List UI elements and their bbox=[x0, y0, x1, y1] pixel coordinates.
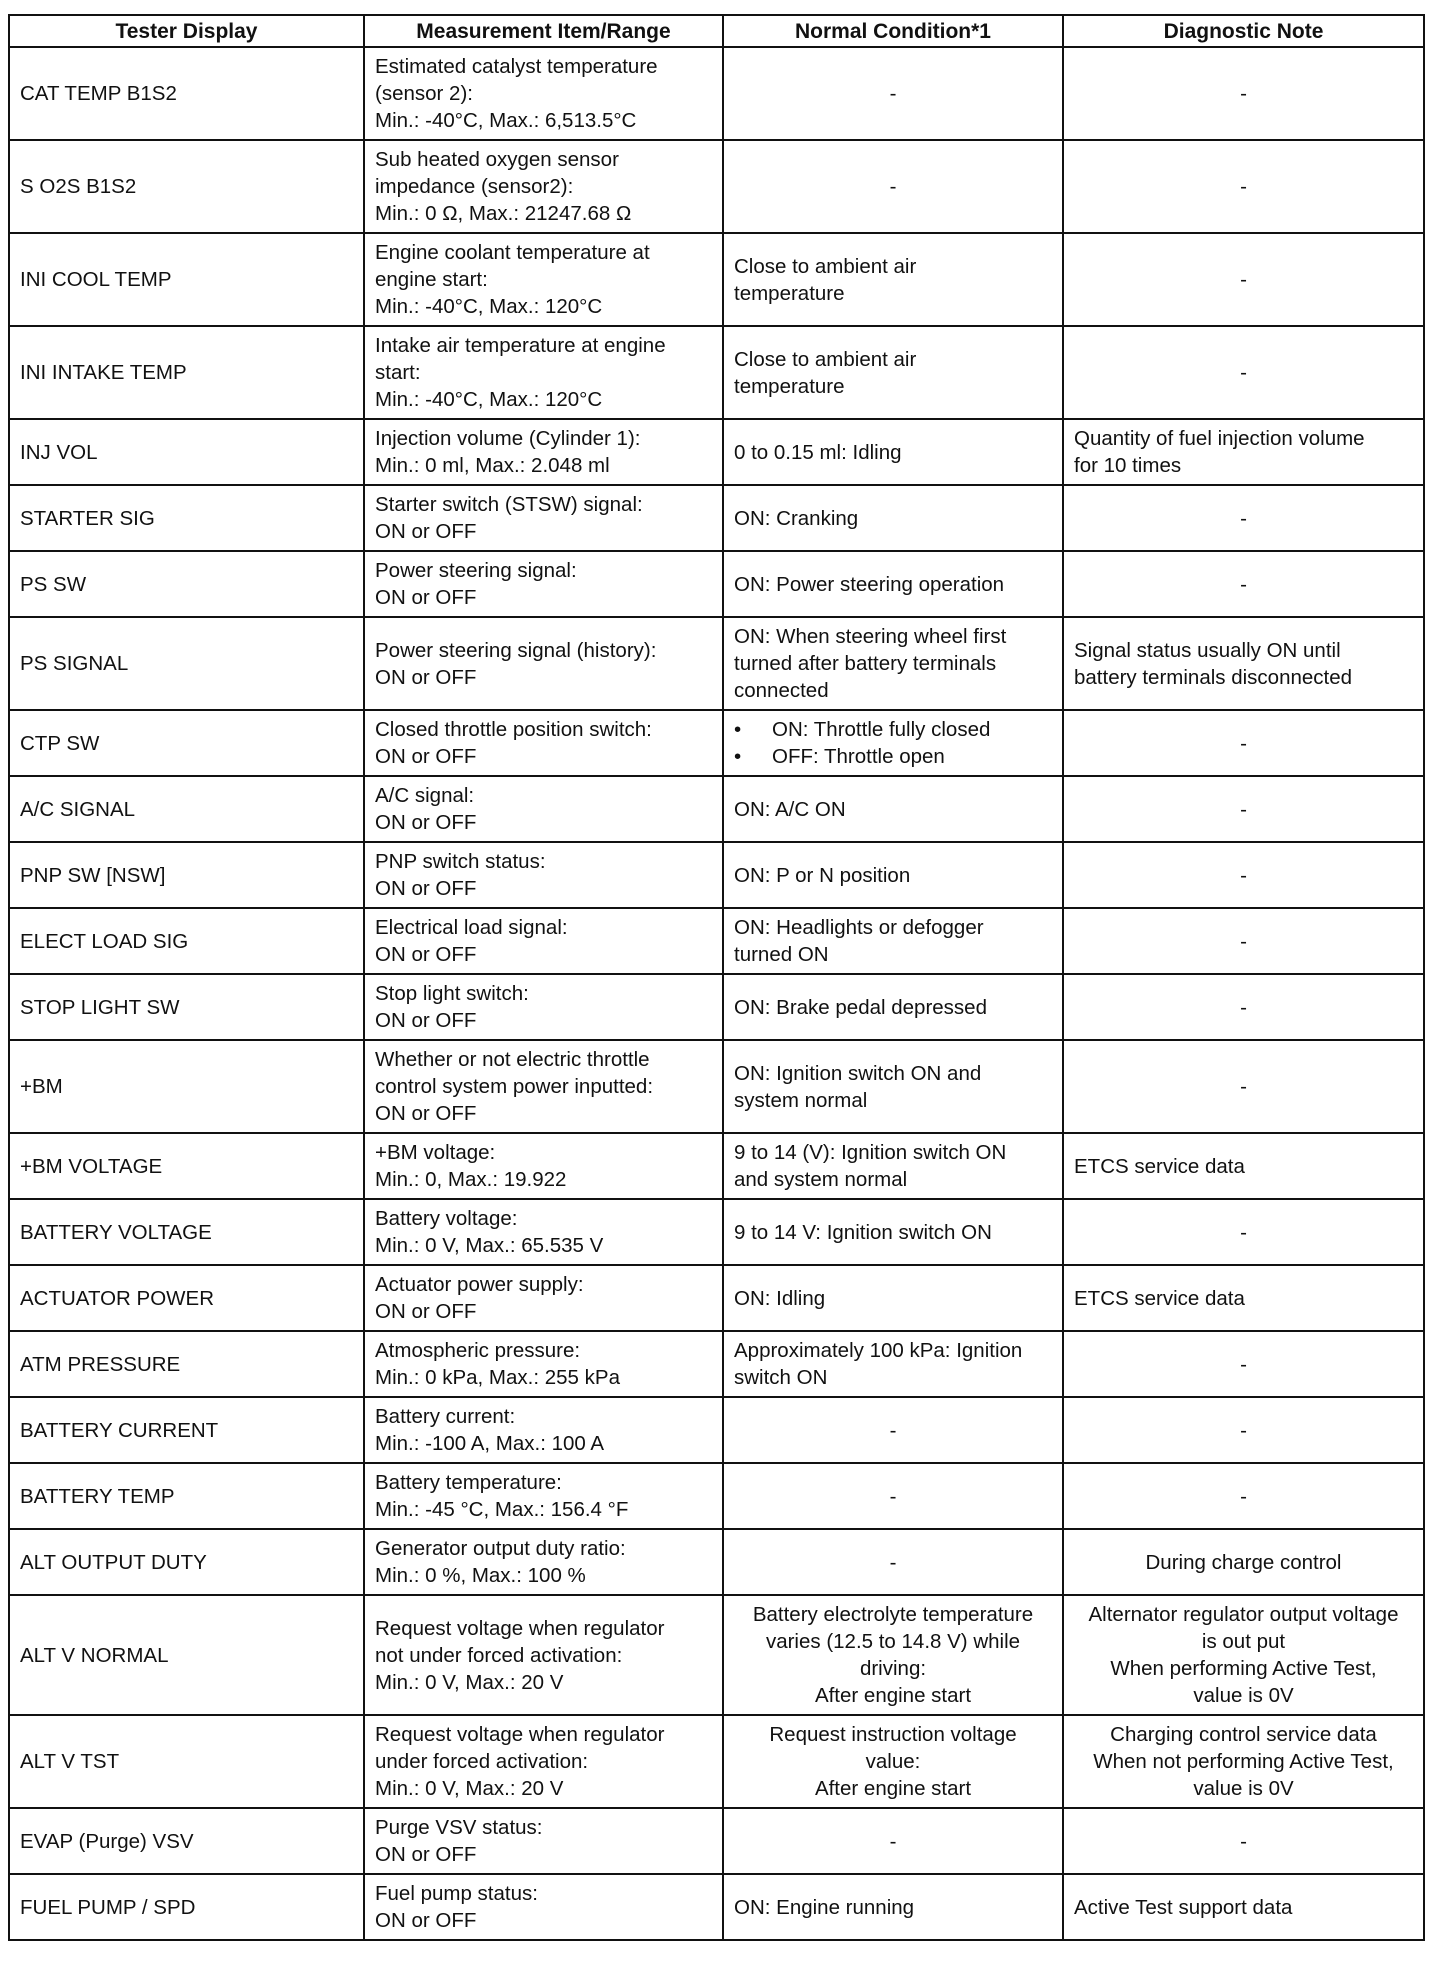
measurement-line: Min.: 0 V, Max.: 65.535 V bbox=[375, 1234, 604, 1257]
tester-display-cell: STARTER SIG bbox=[9, 485, 364, 551]
measurement-line: Starter switch (STSW) signal: bbox=[375, 493, 643, 516]
tester-display-cell: PNP SW [NSW] bbox=[9, 842, 364, 908]
diagnostic-note-cell bbox=[1063, 710, 1424, 776]
table-row bbox=[9, 1715, 1424, 1808]
diagnostic-note-line: - bbox=[1240, 1075, 1247, 1098]
measurement-cell bbox=[364, 140, 723, 233]
table-row bbox=[9, 1874, 1424, 1940]
tester-display-cell: INI COOL TEMP bbox=[9, 233, 364, 326]
normal-condition-line: Request instruction voltage bbox=[769, 1723, 1017, 1746]
table-row bbox=[9, 1595, 1424, 1715]
diagnostic-note-line: ETCS service data bbox=[1074, 1286, 1245, 1310]
tester-display-cell: PS SW bbox=[9, 551, 364, 617]
normal-condition-line: value: bbox=[865, 1750, 921, 1773]
diagnostic-note-line: value is 0V bbox=[1193, 1684, 1294, 1707]
measurement-line: Atmospheric pressure: bbox=[375, 1339, 581, 1362]
measurement-cell bbox=[364, 1331, 723, 1397]
measurement-cell bbox=[364, 485, 723, 551]
measurement-line: start: bbox=[375, 361, 421, 384]
tester-display-cell: +BM bbox=[9, 1040, 364, 1133]
measurement-line: Actuator power supply: bbox=[375, 1273, 584, 1296]
table-row bbox=[9, 617, 1424, 710]
tester-display-cell: A/C SIGNAL bbox=[9, 776, 364, 842]
normal-condition-line: 9 to 14 (V): Ignition switch ON bbox=[734, 1141, 1007, 1164]
normal-condition-cell bbox=[723, 233, 1063, 326]
measurement-line: control system power inputted: bbox=[375, 1075, 654, 1098]
table-row bbox=[9, 1133, 1424, 1199]
diagnostic-note-line: - bbox=[1240, 929, 1247, 953]
measurement-line: Min.: 0 Ω, Max.: 21247.68 Ω bbox=[375, 202, 632, 225]
normal-condition-line: - bbox=[889, 1418, 897, 1442]
diagnostic-note-cell bbox=[1063, 551, 1424, 617]
measurement-line: Min.: 0 kPa, Max.: 255 kPa bbox=[375, 1366, 620, 1389]
normal-condition-cell bbox=[723, 140, 1063, 233]
diagnostic-note-cell bbox=[1063, 1808, 1424, 1874]
measurement-line: Power steering signal (history): bbox=[375, 638, 657, 662]
normal-condition-cell bbox=[723, 485, 1063, 551]
measurement-line: ON or OFF bbox=[375, 586, 477, 609]
measurement-cell bbox=[364, 974, 723, 1040]
diagnostic-note-cell bbox=[1063, 1529, 1424, 1595]
normal-condition-cell bbox=[723, 1040, 1063, 1133]
diagnostic-note-cell bbox=[1063, 233, 1424, 326]
table-row bbox=[9, 776, 1424, 842]
measurement-cell bbox=[364, 1265, 723, 1331]
measurement-cell bbox=[364, 551, 723, 617]
table-header-row bbox=[9, 15, 1424, 47]
diagnostic-note-line: - bbox=[1240, 1418, 1247, 1442]
measurement-cell bbox=[364, 233, 723, 326]
diagnostic-note-cell bbox=[1063, 1265, 1424, 1331]
measurement-line: PNP switch status: bbox=[375, 850, 546, 873]
tester-display-cell: S O2S B1S2 bbox=[9, 140, 364, 233]
tester-display-cell: ALT V TST bbox=[9, 1715, 364, 1808]
measurement-cell bbox=[364, 1595, 723, 1715]
measurement-line: Sub heated oxygen sensor bbox=[375, 148, 619, 171]
normal-condition-cell bbox=[723, 908, 1063, 974]
header-tester-display: Tester Display bbox=[9, 15, 364, 47]
table-row bbox=[9, 842, 1424, 908]
normal-condition-line: - bbox=[889, 1829, 897, 1853]
measurement-cell bbox=[364, 776, 723, 842]
measurement-line: Stop light switch: bbox=[375, 982, 529, 1005]
normal-condition-line: Close to ambient air bbox=[734, 254, 917, 278]
diagnostic-note-line: Active Test support data bbox=[1074, 1895, 1293, 1919]
diagnostic-note-cell bbox=[1063, 776, 1424, 842]
measurement-line: ON or OFF bbox=[375, 1009, 477, 1032]
table-row bbox=[9, 1808, 1424, 1874]
measurement-line: Min.: 0 ml, Max.: 2.048 ml bbox=[375, 454, 610, 477]
tester-display-cell: ELECT LOAD SIG bbox=[9, 908, 364, 974]
measurement-line: Min.: -40°C, Max.: 6,513.5°C bbox=[375, 109, 637, 132]
normal-condition-line: ON: Headlights or defogger bbox=[734, 916, 984, 939]
table-row bbox=[9, 1529, 1424, 1595]
normal-condition-line: driving: bbox=[859, 1657, 927, 1680]
normal-condition-line: ON: Ignition switch ON and bbox=[734, 1061, 982, 1085]
measurement-line: Fuel pump status: bbox=[375, 1882, 538, 1905]
diagnostic-note-cell bbox=[1063, 326, 1424, 419]
normal-condition-line: After engine start bbox=[814, 1684, 972, 1707]
diagnostic-note-line: When not performing Active Test, bbox=[1093, 1750, 1394, 1773]
normal-condition-cell bbox=[723, 1715, 1063, 1808]
normal-condition-cell bbox=[723, 617, 1063, 710]
measurement-line: Min.: -45 °C, Max.: 156.4 °F bbox=[375, 1498, 629, 1521]
diagnostic-note-line: Alternator regulator output voltage bbox=[1088, 1603, 1399, 1626]
normal-condition-line: Close to ambient air bbox=[734, 347, 917, 371]
diagnostic-note-cell bbox=[1063, 1397, 1424, 1463]
diagnostic-note-line: - bbox=[1240, 863, 1247, 887]
measurement-cell bbox=[364, 1808, 723, 1874]
table-row bbox=[9, 1397, 1424, 1463]
measurement-line: A/C signal: bbox=[375, 784, 475, 807]
measurement-cell bbox=[364, 1397, 723, 1463]
normal-condition-cell bbox=[723, 419, 1063, 485]
diagnostic-note-line: - bbox=[1240, 995, 1247, 1019]
table-row bbox=[9, 419, 1424, 485]
normal-condition-line: After engine start bbox=[814, 1777, 972, 1800]
tester-display-cell: STOP LIGHT SW bbox=[9, 974, 364, 1040]
normal-condition-bullet-list bbox=[734, 716, 1052, 770]
diagnostic-note-line: - bbox=[1240, 82, 1247, 105]
measurement-cell bbox=[364, 1874, 723, 1940]
table-row bbox=[9, 47, 1424, 140]
measurement-line: Purge VSV status: bbox=[375, 1816, 543, 1839]
normal-condition-line: ON: A/C ON bbox=[734, 797, 846, 821]
measurement-cell bbox=[364, 419, 723, 485]
table-row bbox=[9, 1463, 1424, 1529]
normal-condition-cell bbox=[723, 1595, 1063, 1715]
normal-condition-cell bbox=[723, 1199, 1063, 1265]
normal-condition-line: 0 to 0.15 ml: Idling bbox=[734, 440, 902, 464]
diagnostic-note-line: - bbox=[1240, 1484, 1247, 1508]
normal-condition-cell bbox=[723, 1463, 1063, 1529]
measurement-cell bbox=[364, 47, 723, 140]
diagnostic-note-line: - bbox=[1240, 1352, 1247, 1376]
measurement-line: Injection volume (Cylinder 1): bbox=[375, 427, 641, 450]
diagnostic-note-line: - bbox=[1240, 506, 1247, 530]
measurement-line: Intake air temperature at engine bbox=[375, 334, 666, 357]
diagnostic-note-line: When performing Active Test, bbox=[1110, 1657, 1377, 1680]
measurement-line: (sensor 2): bbox=[375, 82, 473, 105]
tester-display-cell: BATTERY TEMP bbox=[9, 1463, 364, 1529]
diagnostic-note-line: battery terminals disconnected bbox=[1074, 665, 1353, 689]
normal-condition-line: ON: Power steering operation bbox=[734, 572, 1005, 596]
measurement-line: not under forced activation: bbox=[375, 1643, 623, 1667]
normal-condition-cell bbox=[723, 1133, 1063, 1199]
diagnostic-note-line: ETCS service data bbox=[1074, 1154, 1245, 1178]
measurement-line: ON or OFF bbox=[375, 520, 477, 543]
diagnostic-note-line: - bbox=[1240, 1829, 1247, 1853]
table-row bbox=[9, 1199, 1424, 1265]
table-row bbox=[9, 485, 1424, 551]
normal-condition-line: Battery electrolyte temperature bbox=[752, 1603, 1034, 1626]
measurement-line: ON or OFF bbox=[375, 877, 477, 900]
header-diagnostic-note: Diagnostic Note bbox=[1063, 15, 1424, 47]
normal-condition-line: ON: Brake pedal depressed bbox=[734, 995, 987, 1019]
table-row bbox=[9, 551, 1424, 617]
measurement-cell bbox=[364, 326, 723, 419]
normal-condition-line: turned after battery terminals bbox=[734, 652, 997, 675]
table-row bbox=[9, 908, 1424, 974]
normal-condition-line: ON: P or N position bbox=[734, 863, 911, 887]
diagnostic-note-cell bbox=[1063, 617, 1424, 710]
measurement-line: engine start: bbox=[375, 268, 488, 291]
measurement-cell bbox=[364, 908, 723, 974]
diagnostic-note-cell bbox=[1063, 1040, 1424, 1133]
measurement-line: Estimated catalyst temperature bbox=[375, 55, 658, 78]
normal-condition-line: varies (12.5 to 14.8 V) while bbox=[765, 1630, 1021, 1653]
normal-condition-line: system normal bbox=[734, 1088, 868, 1112]
measurement-cell bbox=[364, 1529, 723, 1595]
table-row bbox=[9, 1040, 1424, 1133]
tester-display-cell: PS SIGNAL bbox=[9, 617, 364, 710]
measurement-line: +BM voltage: bbox=[375, 1141, 496, 1164]
diagnostic-note-cell bbox=[1063, 47, 1424, 140]
diagnostic-note-cell bbox=[1063, 140, 1424, 233]
diagnostic-note-cell bbox=[1063, 1595, 1424, 1715]
diagnostic-note-cell bbox=[1063, 1133, 1424, 1199]
diagnostic-note-cell bbox=[1063, 1331, 1424, 1397]
diagnostic-note-line: - bbox=[1240, 361, 1247, 384]
tester-display-cell: +BM VOLTAGE bbox=[9, 1133, 364, 1199]
measurement-cell bbox=[364, 1463, 723, 1529]
normal-condition-cell bbox=[723, 1265, 1063, 1331]
measurement-line: under forced activation: bbox=[375, 1750, 589, 1773]
normal-condition-bullet-item: • ON: Throttle fully closed bbox=[734, 716, 1052, 743]
table-row bbox=[9, 1331, 1424, 1397]
table-row bbox=[9, 140, 1424, 233]
measurement-line: Battery current: bbox=[375, 1405, 516, 1428]
normal-condition-line: Approximately 100 kPa: Ignition bbox=[734, 1339, 1023, 1362]
measurement-line: Battery temperature: bbox=[375, 1471, 562, 1494]
diagnostic-data-table bbox=[8, 14, 1425, 1941]
measurement-line: Min.: 0, Max.: 19.922 bbox=[375, 1168, 567, 1191]
normal-condition-cell bbox=[723, 974, 1063, 1040]
normal-condition-cell bbox=[723, 842, 1063, 908]
measurement-cell bbox=[364, 1715, 723, 1808]
normal-condition-cell bbox=[723, 326, 1063, 419]
tester-display-cell: ALT V NORMAL bbox=[9, 1595, 364, 1715]
normal-condition-line: - bbox=[889, 1484, 897, 1508]
diagnostic-note-cell bbox=[1063, 1874, 1424, 1940]
measurement-line: ON or OFF bbox=[375, 1300, 477, 1323]
diagnostic-note-cell bbox=[1063, 908, 1424, 974]
measurement-line: Min.: -40°C, Max.: 120°C bbox=[375, 295, 603, 318]
normal-condition-line: ON: Engine running bbox=[734, 1895, 915, 1919]
diagnostic-note-cell bbox=[1063, 485, 1424, 551]
normal-condition-cell bbox=[723, 1331, 1063, 1397]
diagnostic-note-line: Charging control service data bbox=[1110, 1723, 1377, 1746]
diagnostic-note-line: - bbox=[1240, 731, 1247, 755]
normal-condition-line: temperature bbox=[734, 374, 845, 398]
measurement-line: ON or OFF bbox=[375, 1843, 477, 1866]
measurement-line: Min.: 0 V, Max.: 20 V bbox=[375, 1777, 564, 1800]
diagnostic-note-line: - bbox=[1240, 797, 1247, 821]
measurement-line: Min.: 0 %, Max.: 100 % bbox=[375, 1564, 586, 1587]
diagnostic-note-cell bbox=[1063, 1199, 1424, 1265]
normal-condition-line: - bbox=[889, 82, 897, 105]
normal-condition-line: temperature bbox=[734, 281, 845, 305]
normal-condition-cell bbox=[723, 47, 1063, 140]
measurement-line: Request voltage when regulator bbox=[375, 1616, 665, 1640]
normal-condition-cell bbox=[723, 1874, 1063, 1940]
diagnostic-note-cell bbox=[1063, 1715, 1424, 1808]
tester-display-cell: BATTERY VOLTAGE bbox=[9, 1199, 364, 1265]
measurement-line: Request voltage when regulator bbox=[375, 1723, 665, 1746]
tester-display-cell: ALT OUTPUT DUTY bbox=[9, 1529, 364, 1595]
measurement-line: impedance (sensor2): bbox=[375, 175, 574, 198]
header-normal-condition: Normal Condition*1 bbox=[723, 15, 1063, 47]
measurement-line: Power steering signal: bbox=[375, 559, 577, 582]
measurement-line: Engine coolant temperature at bbox=[375, 241, 650, 264]
measurement-line: Battery voltage: bbox=[375, 1207, 518, 1230]
diagnostic-note-line: - bbox=[1240, 175, 1247, 198]
normal-condition-cell bbox=[723, 710, 1063, 776]
normal-condition-cell bbox=[723, 551, 1063, 617]
normal-condition-line: - bbox=[889, 1550, 897, 1574]
normal-condition-line: 9 to 14 V: Ignition switch ON bbox=[734, 1220, 992, 1244]
table-body bbox=[9, 47, 1424, 1940]
measurement-line: ON or OFF bbox=[375, 1102, 477, 1125]
tester-display-cell: ATM PRESSURE bbox=[9, 1331, 364, 1397]
diagnostic-note-line: for 10 times bbox=[1074, 454, 1182, 477]
measurement-cell bbox=[364, 710, 723, 776]
diagnostic-note-line: During charge control bbox=[1145, 1550, 1342, 1574]
tester-display-cell: BATTERY CURRENT bbox=[9, 1397, 364, 1463]
normal-condition-line: ON: Cranking bbox=[734, 506, 859, 530]
measurement-line: ON or OFF bbox=[375, 811, 477, 834]
table-row bbox=[9, 974, 1424, 1040]
tester-display-cell: FUEL PUMP / SPD bbox=[9, 1874, 364, 1940]
table-row bbox=[9, 233, 1424, 326]
measurement-cell bbox=[364, 1040, 723, 1133]
measurement-line: ON or OFF bbox=[375, 1909, 477, 1932]
measurement-cell bbox=[364, 617, 723, 710]
measurement-line: Whether or not electric throttle bbox=[375, 1048, 650, 1071]
measurement-line: Closed throttle position switch: bbox=[375, 718, 652, 741]
normal-condition-line: and system normal bbox=[734, 1168, 908, 1191]
normal-condition-cell bbox=[723, 1808, 1063, 1874]
diagnostic-note-cell bbox=[1063, 842, 1424, 908]
measurement-line: Generator output duty ratio: bbox=[375, 1537, 626, 1560]
normal-condition-cell bbox=[723, 776, 1063, 842]
diagnostic-note-cell bbox=[1063, 1463, 1424, 1529]
diagnostic-note-line: - bbox=[1240, 268, 1247, 291]
tester-display-cell: ACTUATOR POWER bbox=[9, 1265, 364, 1331]
measurement-cell bbox=[364, 1133, 723, 1199]
normal-condition-line: turned ON bbox=[734, 943, 829, 966]
tester-display-cell: EVAP (Purge) VSV bbox=[9, 1808, 364, 1874]
normal-condition-line: ON: When steering wheel first bbox=[734, 625, 1007, 648]
diagnostic-note-line: - bbox=[1240, 572, 1247, 596]
normal-condition-line: - bbox=[889, 175, 897, 198]
table-row bbox=[9, 1265, 1424, 1331]
diagnostic-note-line: Quantity of fuel injection volume bbox=[1074, 427, 1365, 450]
table-row bbox=[9, 326, 1424, 419]
diagnostic-note-line: value is 0V bbox=[1193, 1777, 1294, 1800]
measurement-line: Min.: 0 V, Max.: 20 V bbox=[375, 1670, 564, 1694]
measurement-line: Min.: -100 A, Max.: 100 A bbox=[375, 1432, 605, 1455]
measurement-cell bbox=[364, 842, 723, 908]
diagnostic-note-cell bbox=[1063, 419, 1424, 485]
diagnostic-note-line: - bbox=[1240, 1220, 1247, 1244]
normal-condition-line: connected bbox=[734, 679, 829, 702]
tester-display-cell: INJ VOL bbox=[9, 419, 364, 485]
normal-condition-bullet-item: • OFF: Throttle open bbox=[734, 743, 1052, 770]
measurement-line: ON or OFF bbox=[375, 665, 477, 689]
diagnostic-note-line: is out put bbox=[1201, 1630, 1286, 1653]
measurement-line: ON or OFF bbox=[375, 943, 477, 966]
measurement-cell bbox=[364, 1199, 723, 1265]
table-row bbox=[9, 710, 1424, 776]
tester-display-cell: CAT TEMP B1S2 bbox=[9, 47, 364, 140]
normal-condition-cell bbox=[723, 1529, 1063, 1595]
header-measurement-item: Measurement Item/Range bbox=[364, 15, 723, 47]
diagnostic-note-cell bbox=[1063, 974, 1424, 1040]
measurement-line: Electrical load signal: bbox=[375, 916, 568, 939]
normal-condition-cell bbox=[723, 1397, 1063, 1463]
tester-display-cell: CTP SW bbox=[9, 710, 364, 776]
normal-condition-line: ON: Idling bbox=[734, 1286, 826, 1310]
normal-condition-line: switch ON bbox=[734, 1366, 828, 1389]
tester-display-cell: INI INTAKE TEMP bbox=[9, 326, 364, 419]
measurement-line: ON or OFF bbox=[375, 745, 477, 768]
diagnostic-note-line: Signal status usually ON until bbox=[1074, 638, 1341, 662]
measurement-line: Min.: -40°C, Max.: 120°C bbox=[375, 388, 603, 411]
